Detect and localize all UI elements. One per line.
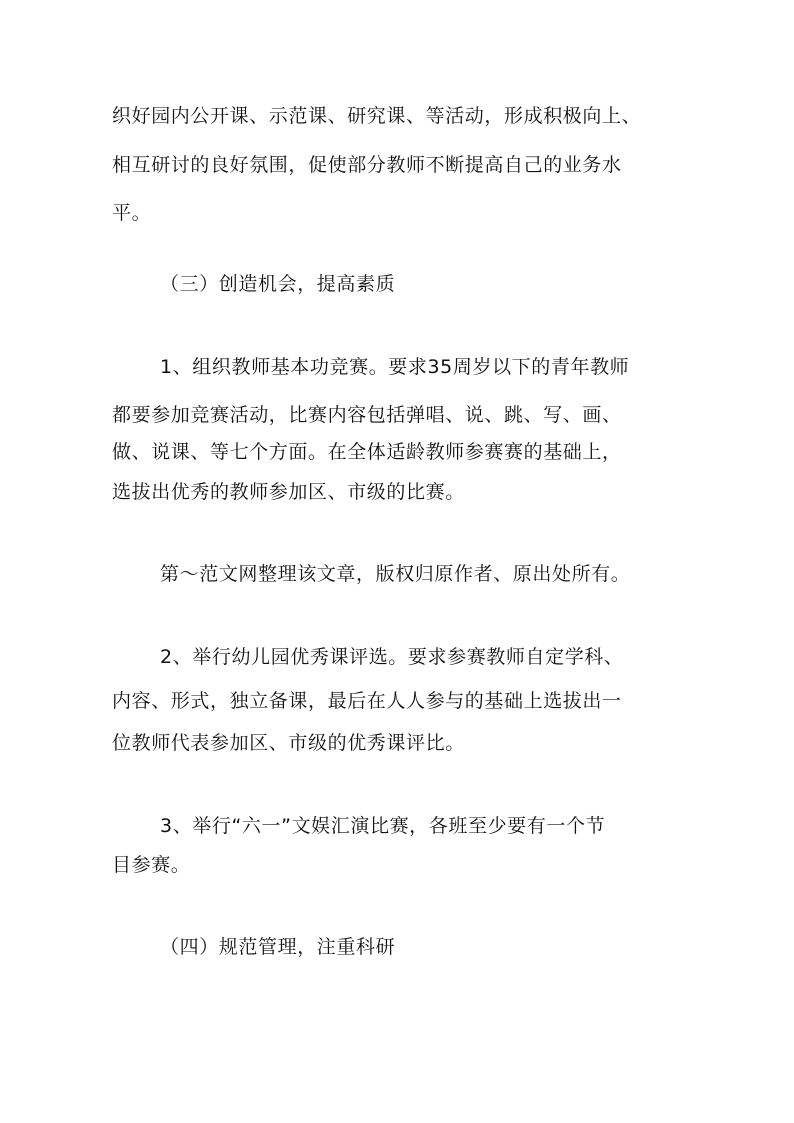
paragraph-line: 3、举行“六一”文娱汇演比赛，各班至少要有一个节	[160, 815, 606, 837]
paragraph-line: 做、说课、等七个方面。在全体适龄教师参赛赛的基础上，	[112, 441, 622, 463]
copyright-note: 第～范文网整理该文章，版权归原作者、原出处所有。	[160, 563, 631, 585]
paragraph-line: 内容、形式，独立备课，最后在人人参与的基础上选拔出一	[112, 690, 622, 712]
section-heading-4: （四）规范管理，注重科研	[160, 936, 396, 958]
section-heading-3: （三）创造机会，提高素质	[160, 273, 396, 295]
paragraph-line: 平。	[112, 202, 152, 224]
paragraph-line: 1、组织教师基本功竞赛。要求35周岁以下的青年教师	[160, 356, 630, 378]
paragraph-line: 选拔出优秀的教师参加区、市级的比赛。	[112, 481, 465, 503]
paragraph-line: 都要参加竞赛活动，比赛内容包括弹唱、说、跳、写、画、	[112, 404, 622, 426]
paragraph-line: 2、举行幼儿园优秀课评选。要求参赛教师自定学科、	[160, 646, 624, 668]
paragraph-line: 位教师代表参加区、市级的优秀课评比。	[112, 732, 465, 754]
paragraph-line: 织好园内公开课、示范课、研究课、等活动，形成积极向上、	[112, 105, 642, 127]
paragraph-line: 相互研讨的良好氛围，促使部分教师不断提高自己的业务水	[112, 154, 622, 176]
paragraph-line: 目参赛。	[112, 854, 191, 876]
